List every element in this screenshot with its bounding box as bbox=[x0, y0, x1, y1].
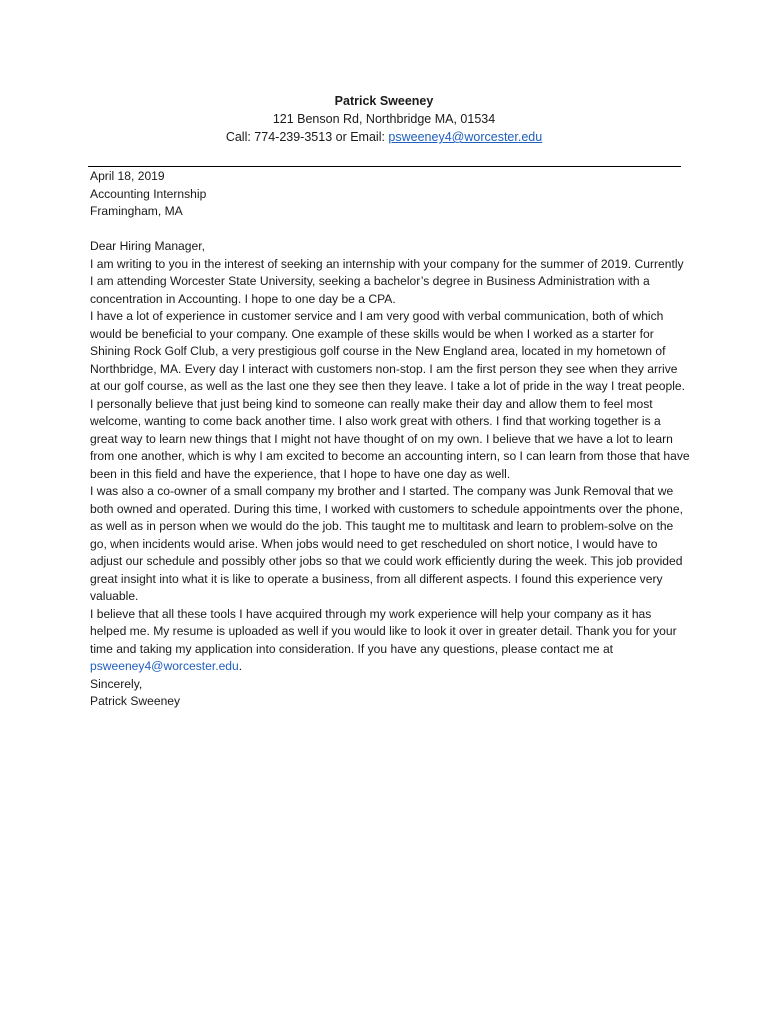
contact-phone-label: Call: 774-239-3513 or Email: bbox=[225, 130, 389, 144]
sender-address: 121 Benson Rd, Northbridge MA, 01534 bbox=[272, 112, 496, 126]
letter-body bbox=[90, 168, 690, 711]
paragraph-customer-service: I have a lot of experience in customer service and I am very good with verbal communication, both of which would be beneficial to your company. One example of these skills would be when I worked as a starter for Shining Rock Golf Club, a very prestigious golf course in the New England area, located in my hometown of Northbridge, MA. Every day I interact with customers non-stop. I am the first person they see when they arrive at our golf course, as well as the last one they see then they leave. I take a lot of pride in the way I treat people. I personally believe that just being kind to someone can really make their day and allow them to feel most welcome, wanting to come back another time. I also work great with others. I find that working together is a great way to learn new things that I might not have thought of on my own. I believe that we have a lot to learn from one another, which is why I am excited to become an accounting intern, so I can learn from those that have been in this field and have the experience, that I hope to have one day as well. bbox=[90, 309, 690, 481]
paragraph-closing bbox=[90, 606, 690, 676]
salutation: Dear Hiring Manager, bbox=[90, 239, 205, 253]
recipient-block bbox=[90, 168, 690, 221]
position-title: Accounting Internship bbox=[90, 186, 207, 201]
header-email-link[interactable]: psweeney4@worcester.edu bbox=[388, 130, 543, 144]
closing-text: I believe that all these tools I have acquired through my work experience will help your company as it has helped me. My resume is uploaded as well if you would like to look it over in greater detail. Thank you for your time and taking my application into consideration. If you have any questions, please contact me at bbox=[90, 606, 677, 656]
signature-name: Patrick Sweeney bbox=[90, 694, 181, 708]
sender-contact bbox=[0, 128, 768, 146]
paragraph-intro: I am writing to you in the interest of seeking an internship with your company for the summer of 2019. Currently I am attending Worcester State University, seeking a bachelor’s degree in Business Administration with a concentration in Accounting. I hope to one day be a CPA. bbox=[90, 256, 684, 306]
sender-name: Patrick Sweeney bbox=[334, 94, 434, 108]
header-divider bbox=[88, 166, 681, 167]
signoff: Sincerely, bbox=[90, 676, 143, 691]
closing-email-link[interactable]: psweeney4@worcester.edu bbox=[90, 659, 239, 673]
closing-period: . bbox=[238, 659, 243, 673]
letterhead bbox=[0, 92, 768, 146]
paragraph-junk-removal: I was also a co-owner of a small company my brother and I started. The company was Junk Removal that we both owned and operated. During this time, I worked with customers to schedule appointments over the phone, as well as in person when we would do the job. This taught me to multitask and learn to problem-solve on the go, when incidents would arise. When jobs would need to get rescheduled on short notice, I would have to adjust our schedule and possibly other jobs so that we could work efficiently during the week. This job provided great insight into what it is like to operate a business, from all different aspects. I found this experience very valuable. bbox=[90, 484, 683, 603]
letter-date: April 18, 2019 bbox=[90, 169, 165, 183]
recipient-location: Framingham, MA bbox=[90, 204, 183, 218]
